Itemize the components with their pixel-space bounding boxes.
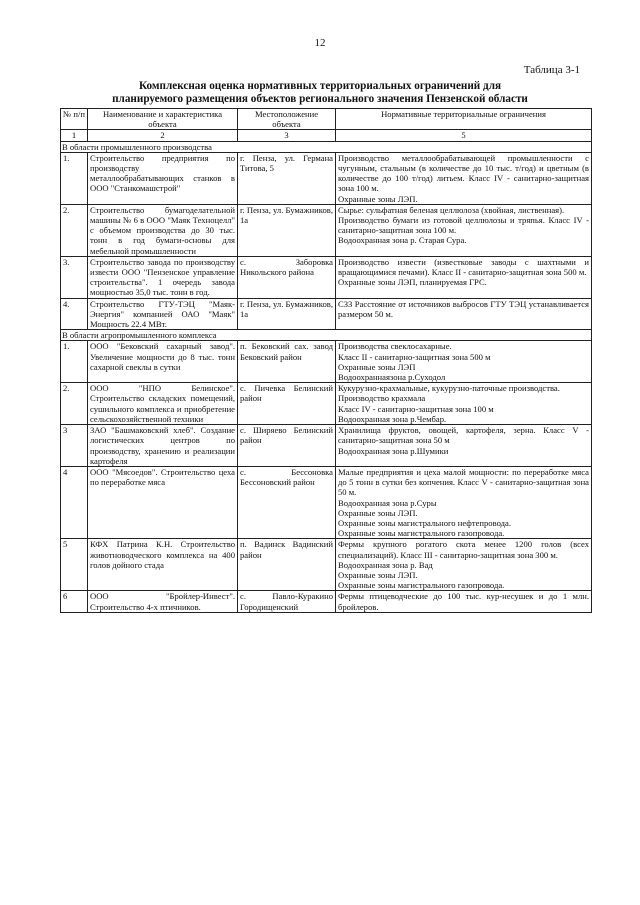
restriction-line: Охранные зоны ЛЭП, планируемая ГРС.: [338, 277, 487, 288]
table-row: [61, 298, 592, 330]
object-location: с. Ширяево Белинский район: [238, 425, 336, 467]
restriction-line: Охранные зоны ЛЭП.: [338, 569, 418, 580]
object-location: с. Бессоновка Бессоновский район: [238, 466, 336, 538]
object-location: с. Заборовка Никольского района: [238, 256, 336, 298]
restriction-line: Кукурузно-крахмальные, кукурузно-паточные производства.: [338, 383, 560, 394]
object-name: Строительство бумагоделательной машины № 6 в ООО "Маяк Техноцелл" с объемом производства до 30 тыс. тонн в год бумаги-основы для мебельной промышленности: [88, 204, 238, 256]
restriction-line: Хранилища фруктов, овощей, картофеля, зерна. Класс V - санитарно-защитная зона 50 м: [338, 425, 589, 446]
row-number: 6: [61, 591, 88, 612]
title-line-1: Комплексная оценка нормативных территориальных ограничений для: [138, 80, 502, 92]
restriction-line: Водоохраннаязона р.Суходол: [338, 372, 446, 383]
row-number: 3: [61, 425, 88, 467]
header-num: № п/п: [61, 109, 88, 130]
object-location: с. Павло-Куракино Городищенский: [238, 591, 336, 612]
restrictions-cell: [336, 341, 592, 383]
header-row: [61, 109, 592, 130]
restriction-line: Сырье: сульфатная беленая целлюлоза (хвойная, лиственная).: [338, 204, 565, 215]
restrictions-cell: [336, 152, 592, 204]
restrictions-table: [60, 108, 592, 613]
table-row: [61, 256, 592, 298]
restrictions-cell: [336, 591, 592, 612]
restriction-line: Фермы крупного рогатого скота менее 1200 голов (всех специализаций). Класс III - санитарно-защитная зона 300 м.: [338, 539, 589, 560]
restriction-line: Класс IV - санитарно-защитная зона 100 м: [338, 403, 494, 414]
row-number: 5: [61, 539, 88, 591]
col-number-5: 5: [336, 130, 592, 141]
object-location: с. Пичевка Белинский район: [238, 383, 336, 425]
restriction-line: Производство металлообрабатывающей промышленности с чугунным, стальным (в количестве до 10 тыс. т/год) и цветным (в количестве до 100 т/год) литьем. Класс IV - санитарно-защитная зона 100 м.: [338, 152, 589, 194]
object-location: г. Пенза, ул. Германа Титова, 5: [238, 152, 336, 204]
table-row: [61, 341, 592, 383]
restriction-line: Водоохранная зона р.Суры: [338, 497, 437, 508]
table-row: [61, 539, 592, 591]
object-location: г. Пенза, ул. Бумажников, 1а: [238, 298, 336, 330]
table-row: [61, 152, 592, 204]
table-row: [61, 383, 592, 425]
restriction-line: Охранные зоны ЛЭП.: [338, 193, 418, 204]
column-number-row: [61, 130, 592, 141]
section-title: В области агропромышленного комплекса: [61, 330, 592, 341]
col-number-2: 2: [88, 130, 238, 141]
row-number: 2.: [61, 383, 88, 425]
restriction-line: Фермы птицеводческие до 100 тыс. кур-несушек и до 1 млн. бройлеров.: [338, 591, 589, 612]
table-row: [61, 425, 592, 467]
page-number: 12: [314, 37, 326, 49]
row-number: 2.: [61, 204, 88, 256]
table-row: [61, 591, 592, 612]
restrictions-cell: [336, 383, 592, 425]
restriction-line: Производство бумаги из готовой целлюлозы и тряпья. Класс IV - санитарно-защитная зона 100 м.: [338, 215, 589, 236]
document-title: [60, 80, 580, 106]
restriction-line: Водоохранная зона р. Вад: [338, 559, 433, 570]
object-name: Строительство ГТУ-ТЭЦ "Маяк-Энергия" компанией ОАО "Маяк" Мощность 22.4 МВт.: [88, 298, 238, 330]
restrictions-cell: [336, 539, 592, 591]
restriction-line: Охранные зоны магистрального нефтепровода.: [338, 517, 511, 528]
restriction-line: Водоохранная зона р. Старая Сура.: [338, 235, 467, 246]
object-name: ООО "Бройлер-Инвест". Строительство 4-х птичников.: [88, 591, 238, 612]
col-number-1: 1: [61, 130, 88, 141]
object-location: п. Вадинск Вадинский район: [238, 539, 336, 591]
header-location: Местоположение объекта: [238, 109, 336, 130]
row-number: 3.: [61, 256, 88, 298]
restriction-line: Производства свеклосахарные.: [338, 341, 452, 352]
restriction-line: Охранные зоны магистрального газопровода.: [338, 528, 505, 539]
title-line-2: планируемого размещения объектов регионального значения Пензенской области: [112, 93, 528, 105]
section-row: [61, 330, 592, 341]
row-number: 1.: [61, 341, 88, 383]
restrictions-cell: [336, 466, 592, 538]
object-name: ЗАО "Башмаковский хлеб". Создание логистических центров по производству, хранению и реализации картофеля: [88, 425, 238, 467]
object-name: КФХ Патрина К.Н. Строительство животноводческого комплекса на 400 голов дойного стада: [88, 539, 238, 591]
restriction-line: Охранные зоны магистрального газопровода.: [338, 580, 505, 591]
restrictions-cell: [336, 256, 592, 298]
row-number: 4.: [61, 298, 88, 330]
restrictions-cell: [336, 204, 592, 256]
object-location: г. Пенза, ул. Бумажников, 1а: [238, 204, 336, 256]
table-row: [61, 466, 592, 538]
row-number: 4: [61, 466, 88, 538]
restriction-line: Охранные зоны ЛЭП: [338, 361, 416, 372]
section-title: В области промышленного производства: [61, 141, 592, 152]
object-name: ООО "Мясоедов". Строительство цеха по переработке мяса: [88, 466, 238, 538]
object-name: Строительство предприятия по производству металлообрабатывающих станков в ООО "Станкомашстрой": [88, 152, 238, 204]
header-name: Наименование и характеристика объекта: [88, 109, 238, 130]
col-number-3: 3: [238, 130, 336, 141]
header-restrictions: Нормативные территориальные ограничения: [336, 109, 592, 130]
restriction-line: Охранные зоны ЛЭП.: [338, 507, 418, 518]
restriction-line: Малые предприятия и цеха малой мощности: по переработке мяса до 5 тонн в сутки без копчения. Класс V - санитарно-защитная зона 50 м.: [338, 466, 589, 498]
restriction-line: СЗЗ Расстояние от источников выбросов ГТУ ТЭЦ устанавливается размером 50 м.: [338, 298, 589, 319]
row-number: 1.: [61, 152, 88, 204]
table-row: [61, 204, 592, 256]
object-location: п. Бековский сах. завод Бековский район: [238, 341, 336, 383]
object-name: ООО "Бековский сахарный завод". Увеличение мощности до 8 тыс. тонн сахарной свеклы в сутки: [88, 341, 238, 383]
table-label: Таблица 3-1: [523, 64, 580, 76]
restriction-line: Водоохранная зона р.Шумики: [338, 445, 449, 456]
restrictions-cell: [336, 425, 592, 467]
section-row: [61, 141, 592, 152]
restrictions-cell: [336, 298, 592, 330]
restriction-line: Производство извести (известковые заводы с шахтными и вращающимися печами). Класс II - санитарно-защитная зона 500 м.: [338, 256, 589, 278]
object-name: Строительство завода по производству извести ООО "Пензенское управление строительства". 1 очередь завода мощностью 35,0 тыс. тонн в год.: [88, 256, 238, 298]
object-name: ООО "НПО Белинское". Строительство складских помещений, сушильного комплекса и приобретение сельскохозяйственной техники: [88, 383, 238, 425]
restriction-line: Производство крахмала: [338, 393, 426, 404]
restriction-line: Класс II - санитарно-защитная зона 500 м: [338, 351, 491, 362]
restriction-line: Водоохранная зона р.Чембар.: [338, 413, 447, 424]
